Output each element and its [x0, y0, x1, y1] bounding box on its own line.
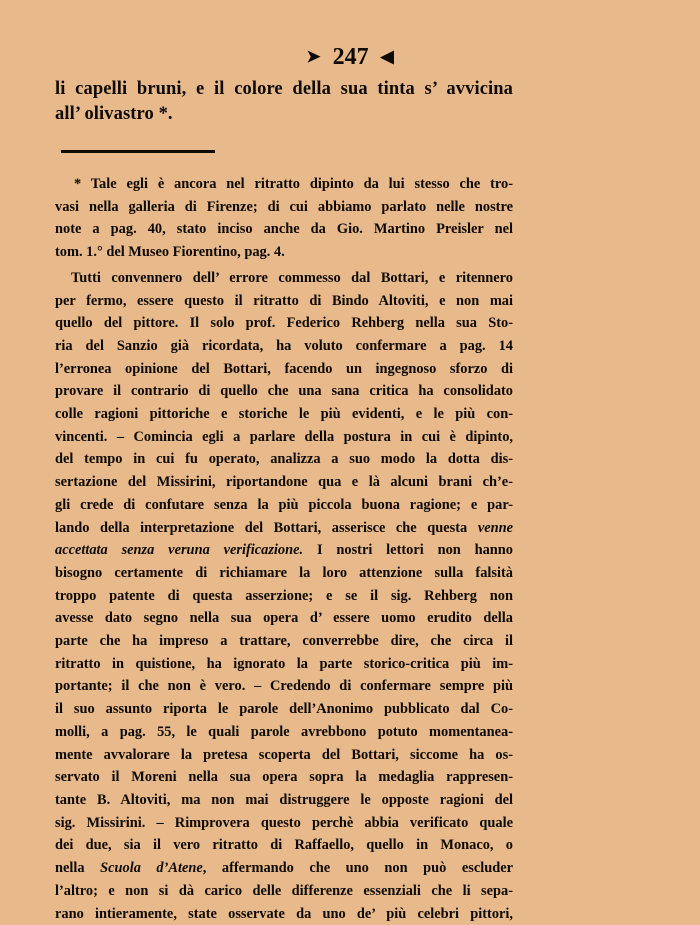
body-line: portante; il che non è vero. – Credendo di confermare sempre più — [55, 675, 513, 698]
body-line: il suo assunto riporta le parole dell’Anonimo pubblicato dal Co- — [55, 698, 513, 721]
body-line: troppo patente di questa asserzione; e se il sig. Rehberg non — [55, 585, 513, 608]
ornament-left-icon: ➤ — [306, 47, 320, 66]
footnote — [55, 173, 513, 264]
body-line: quello del pittore. Il solo prof. Federico Rehberg nella sua Sto- — [55, 312, 513, 335]
body-text: lando della interpretazione del Bottari, asserisce che questa — [55, 520, 467, 536]
body-line: sertazione del Missirini, riportandone qua e là alcuni brani ch’e- — [55, 471, 513, 494]
body-line: l’erronea opinione del Bottari, facendo un ingegnoso sforzo di — [55, 358, 513, 381]
italic-text: venne — [478, 520, 513, 536]
body-line — [55, 517, 513, 540]
body-text: , affermando che uno non può escluder — [203, 860, 513, 876]
text-line: all’ olivastro *. — [55, 102, 513, 127]
body-line: parte che ha impreso a trattare, converrebbe dire, che circa il — [55, 630, 513, 653]
body-line: mente avvalorare la pretesa scoperta del Bottari, siccome ha os- — [55, 744, 513, 767]
italic-text: accettata senza veruna verificazione. — [55, 542, 303, 558]
body-line: dei due, sia il vero ritratto di Raffaello, quello in Monaco, o — [55, 834, 513, 857]
body-line: del tempo in cui fu operato, analizza a suo modo la dotta dis- — [55, 448, 513, 471]
body-paragraph — [55, 267, 513, 925]
page-header — [0, 44, 700, 71]
footnote-line: * Tale egli è ancora nel ritratto dipinto da lui stesso che tro- — [55, 173, 513, 196]
body-text: I nostri lettori non hanno — [303, 542, 513, 558]
body-line: colle ragioni pittoriche e storiche le più evidenti, e le più con- — [55, 403, 513, 426]
text-line: li capelli bruni, e il colore della sua tinta s’ avvicina — [55, 77, 513, 102]
body-line: avesse dato segno nella sua opera d’ essere uomo erudito della — [55, 607, 513, 630]
body-line — [55, 539, 513, 562]
body-line: Tutti convennero dell’ errore commesso dal Bottari, e ritennero — [55, 267, 513, 290]
body-line: servato il Moreni nella sua opera sopra la medaglia rappresen- — [55, 766, 513, 789]
body-line: molli, a pag. 55, le quali parole avrebbono potuto momentanea- — [55, 721, 513, 744]
italic-text: Scuola d’Atene — [100, 860, 203, 876]
intro-text — [55, 77, 513, 127]
body-line: vincenti. – Comincia egli a parlare della postura in cui è dipinto, — [55, 426, 513, 449]
body-line: l’altro; e non si dà carico delle differenze essenziali che li sepa- — [55, 880, 513, 903]
footnote-line: tom. 1.° del Museo Fiorentino, pag. 4. — [55, 241, 513, 264]
body-line: bisogno certamente di richiamare la loro attenzione sulla falsità — [55, 562, 513, 585]
body-line: rano intieramente, state osservate da uno de’ più celebri pittori, — [55, 903, 513, 925]
body-line: tante B. Altoviti, ma non mai distruggere le opposte ragioni del — [55, 789, 513, 812]
body-line: ritratto in quistione, ha ignorato la parte storico-critica più im- — [55, 653, 513, 676]
page-number: 247 — [333, 44, 369, 70]
footnote-and-body — [55, 173, 513, 925]
body-line: per fermo, essere questo il ritratto di Bindo Altoviti, e non mai — [55, 290, 513, 313]
body-line — [55, 857, 513, 880]
body-line: sig. Missirini. – Rimprovera questo perchè abbia verificato quale — [55, 812, 513, 835]
body-line: provare il contrario di quello che una sana critica ha consolidato — [55, 380, 513, 403]
footnote-line: note a pag. 40, stato inciso anche da Gio. Martino Preisler nel — [55, 218, 513, 241]
ornament-right-icon: ◀ — [381, 47, 394, 66]
footnote-rule — [61, 150, 215, 153]
body-line: ria del Sanzio già ricordata, ha voluto confermare a pag. 14 — [55, 335, 513, 358]
body-line: gli crede di confutare senza la più piccola buona ragione; e par- — [55, 494, 513, 517]
footnote-line: vasi nella galleria di Firenze; di cui abbiamo parlato nelle nostre — [55, 196, 513, 219]
body-text: nella — [55, 860, 100, 876]
